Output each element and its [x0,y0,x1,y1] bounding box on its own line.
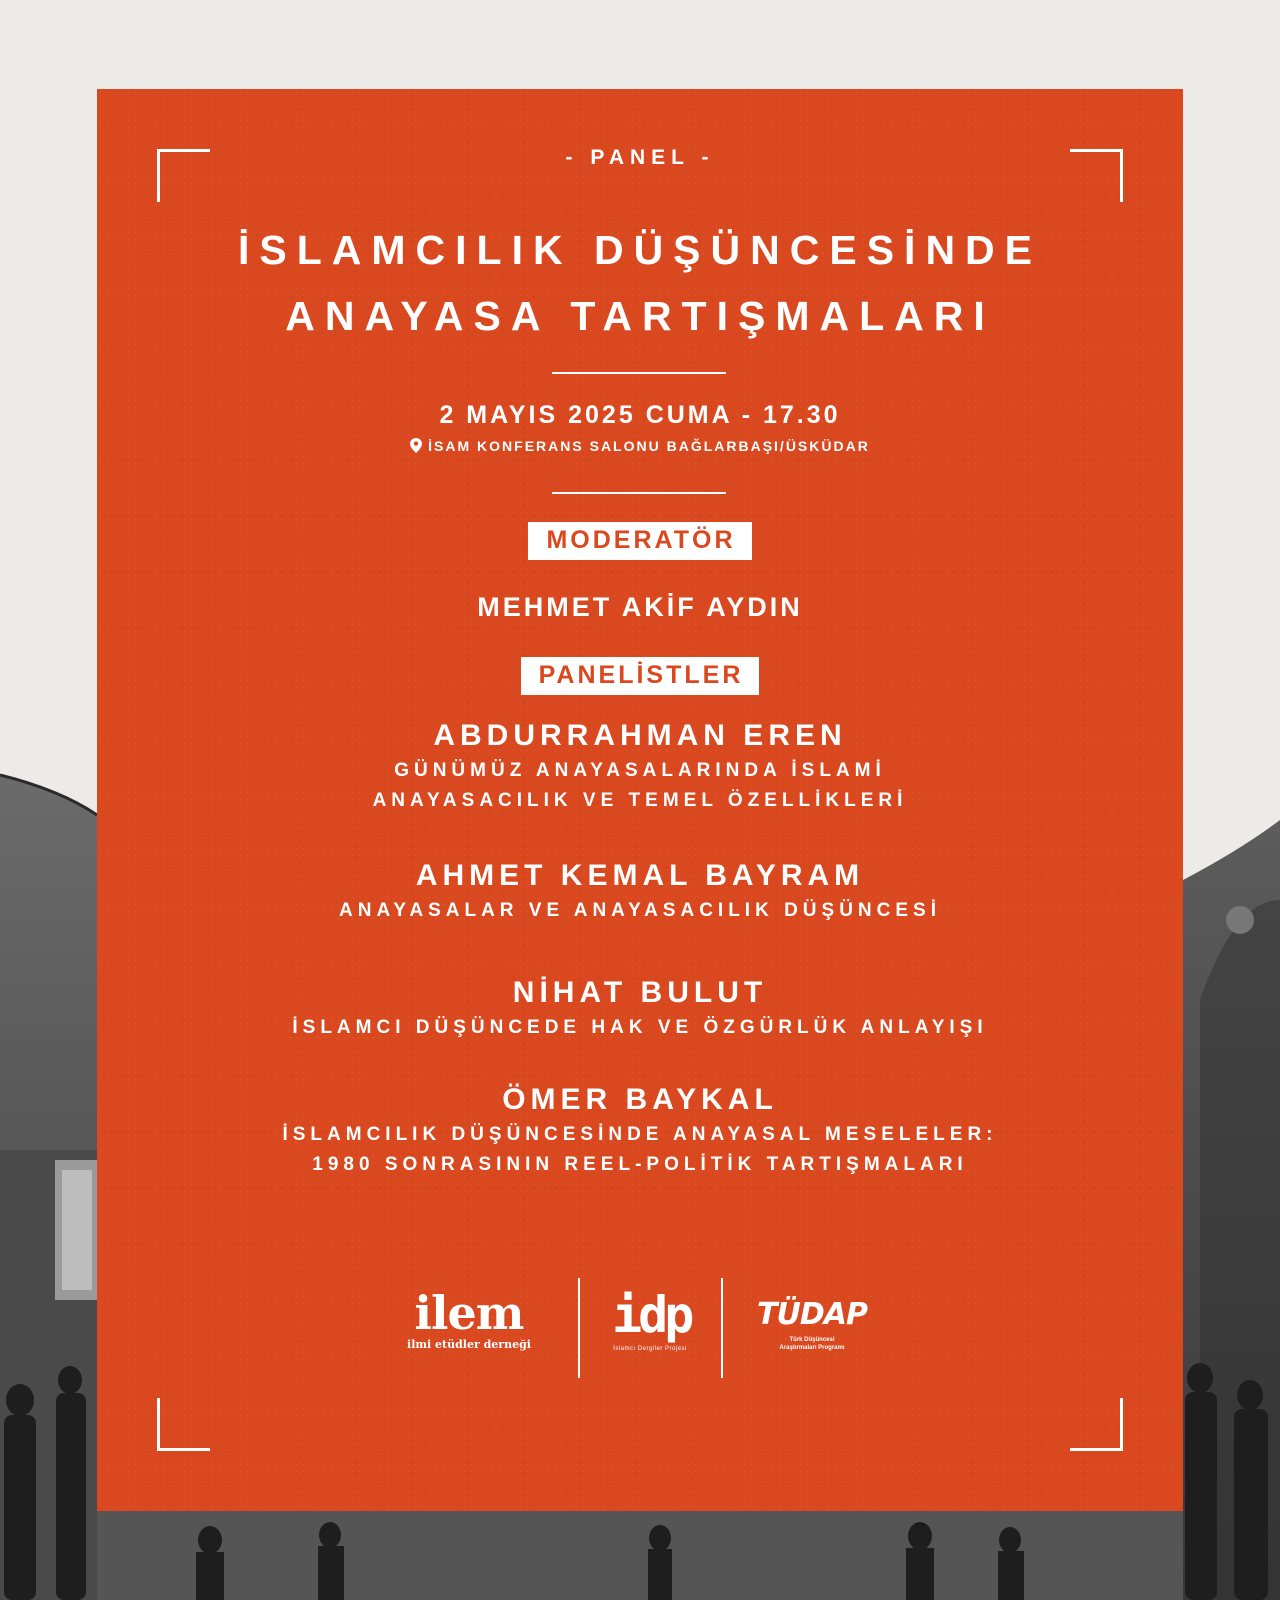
event-date-time: 2 MAYIS 2025 CUMA - 17.30 [439,401,841,429]
ilem-logo-subtitle: ilmi etüdler derneği [407,1338,531,1351]
sponsor-logos [97,1278,1183,1378]
event-venue-text: İSAM KONFERANS SALONU BAĞLARBAŞI/ÜSKÜDAR [428,438,870,454]
location-pin-icon [410,438,422,453]
event-title-line-2: ANAYASA TARTIŞMALARI [285,293,995,339]
panelist-item [97,973,1183,1043]
panelist-name: ABDURRAHMAN EREN [433,719,847,752]
moderator-label-wrap [97,522,1183,560]
event-card [97,89,1183,1511]
event-venue [97,438,1183,454]
panelist-item [97,856,1183,926]
panelist-topic-line-1: GÜNÜMÜZ ANAYASALARINDA İSLAMİ [394,760,886,781]
logo-divider [721,1278,723,1378]
panelists-label: PANELİSTLER [521,657,760,695]
logo-divider [578,1278,580,1378]
tudap-logo [757,1298,867,1352]
corner-frame-bottom-left [157,1398,210,1451]
tudap-logo-subtitle-line-2: Araştırmaları Programı [779,1345,845,1351]
panelist-item [97,716,1183,816]
panelist-item [97,1080,1183,1180]
panelists-label-wrap [97,657,1183,695]
tudap-logo-wordmark: TÜDAP [757,1297,867,1332]
idp-logo-wordmark: idp [612,1286,691,1344]
panelist-topic-line-1: İSLAMCILIK DÜŞÜNCESİNDE ANAYASAL MESELELER: [282,1124,998,1145]
divider-top [552,372,726,374]
panelist-topic-line-1: İSLAMCI DÜŞÜNCEDE HAK VE ÖZGÜRLÜK ANLAYIŞI [292,1017,988,1038]
panelist-name: NİHAT BULUT [512,976,768,1009]
moderator-name: MEHMET AKİF AYDIN [477,592,803,622]
moderator-label: MODERATÖR [528,522,751,560]
ilem-logo [407,1286,531,1351]
panelist-topic-line-2: 1980 SONRASININ REEL-POLİTİK TARTIŞMALARI [312,1154,968,1175]
ilem-logo-wordmark: ilem [414,1286,524,1340]
corner-frame-bottom-right [1070,1398,1123,1451]
panelist-name: AHMET KEMAL BAYRAM [415,859,865,892]
divider-bottom [552,492,726,494]
panelist-name: ÖMER BAYKAL [502,1083,778,1116]
idp-logo [612,1286,691,1352]
panelist-topic-line-1: ANAYASALAR VE ANAYASACILIK DÜŞÜNCESİ [339,900,941,921]
panel-label: - PANEL - [565,146,715,169]
tudap-logo-subtitle-line-1: Türk Düşüncesi [789,1337,835,1343]
idp-logo-subtitle: İslamcı Dergiler Projesi [613,1346,687,1352]
event-title [97,217,1183,349]
event-title-line-1: İSLAMCILIK DÜŞÜNCESİNDE [237,227,1043,273]
panelist-topic-line-2: ANAYASACILIK VE TEMEL ÖZELLİKLERİ [372,790,908,811]
